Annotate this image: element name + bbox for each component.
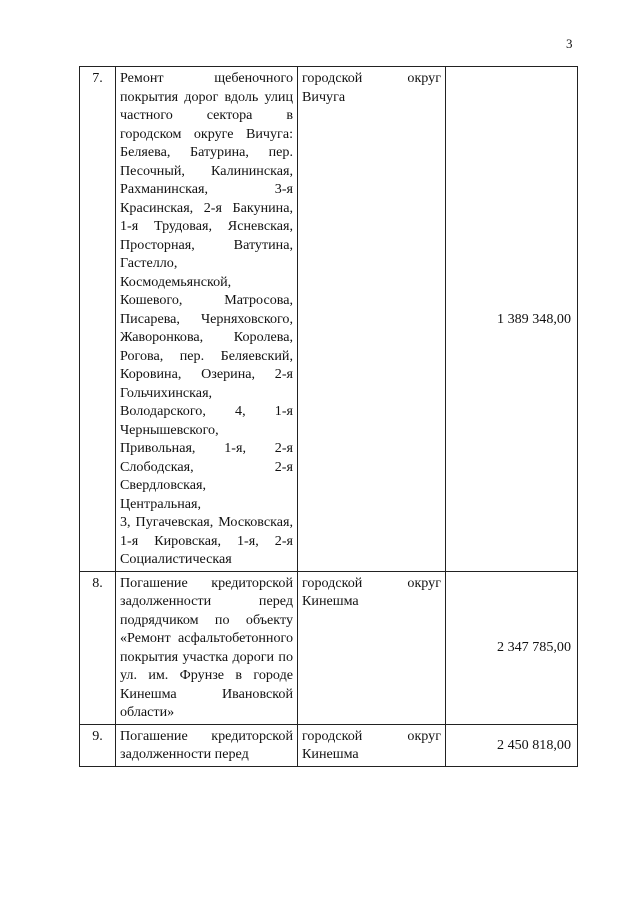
row-description: Погашение кредиторской задолженности перед подрядчиком по объекту «Ремонт асфальтобетонного покрытия участка дороги по ул. им. Фрунзе в городе Кинешма Ивановской области»	[116, 571, 298, 724]
row-number: 9.	[80, 724, 116, 766]
row-number: 8.	[80, 571, 116, 724]
row-region: городской округ Кинешма	[298, 724, 446, 766]
row-amount: 2 450 818,00	[446, 724, 578, 766]
table-row	[80, 571, 578, 724]
table-row	[80, 67, 578, 572]
table-row	[80, 724, 578, 766]
row-amount: 1 389 348,00	[446, 67, 578, 572]
page-number: 3	[566, 36, 573, 51]
row-description: Погашение кредиторской задолженности перед	[116, 724, 298, 766]
row-number: 7.	[80, 67, 116, 572]
row-amount: 2 347 785,00	[446, 571, 578, 724]
row-region: городской округ Кинешма	[298, 571, 446, 724]
row-description: Ремонт щебеночного покрытия дорог вдоль улиц частного сектора в городском округе Вичуга: Беляева, Батурина, пер. Песочный, Калининская, Рахманинская, 3-я Красинская, 2-я Бакунина, 1-я Трудовая, Ясневская, Просторная, Ватутина, Гастелло, Космодемьянской, Кошевого, Матросова, Писарева, Черняховского, Жаворонкова, Королева, Рогова, пер. Беляевский, Коровина, Озерина, 2-я Гольчихинская, Володарского, 4, 1-я Чернышевского, Привольная, 1-я, 2-я Слободская, 2-я Свердловская, Центральная, 3, Пугачевская, Московская, 1-я Кировская, 1-я, 2-я Социалистическая	[116, 67, 298, 572]
funding-table	[79, 66, 578, 767]
row-region: городской округ Вичуга	[298, 67, 446, 572]
